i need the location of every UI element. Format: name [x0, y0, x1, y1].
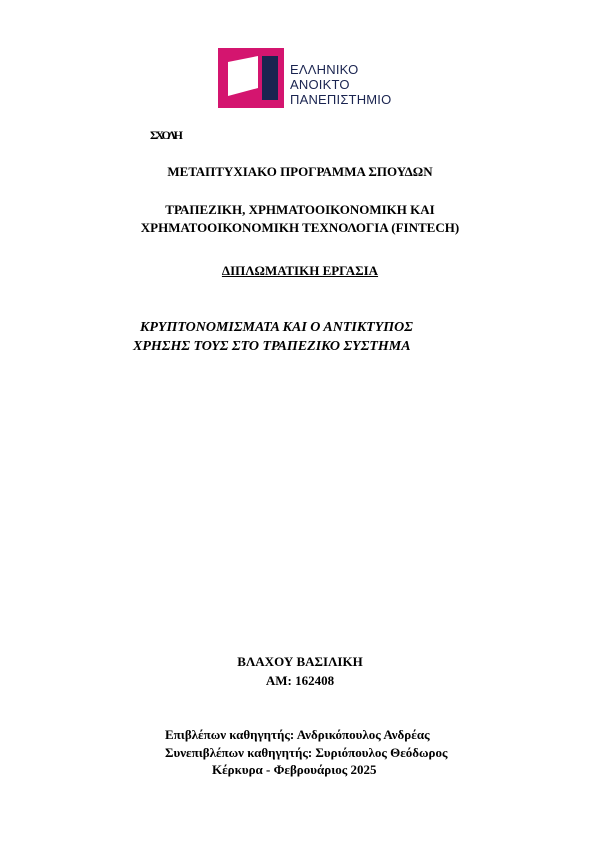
co-supervisor: Συνεπιβλέπων καθηγητής: Συριόπουλος Θεόδωρος — [165, 745, 448, 760]
logo-line-1: ΕΛΛΗΝΙΚΟ — [290, 62, 359, 77]
logo-mark-icon — [218, 48, 284, 108]
program-title: ΜΕΤΑΠΤΥΧΙΑΚΟ ΠΡΟΓΡΑΜΜΑ ΣΠΟΥΔΩΝ — [167, 164, 433, 179]
field-line-1: ΤΡΑΠΕΖΙΚΗ, ΧΡΗΜΑΤΟΟΙΚΟΝΟΜΙΚΗ ΚΑΙ — [165, 202, 435, 217]
supervisor: Επιβλέπων καθηγητής: Ανδρικόπουλος Ανδρέας — [165, 727, 430, 742]
university-logo — [218, 48, 408, 110]
thesis-type: ΔΙΠΛΩΜΑΤΙΚΗ ΕΡΓΑΣΙΑ — [221, 263, 379, 278]
school-label: ΣΧΟΛΗ — [150, 128, 181, 142]
field-line-2: ΧΡΗΜΑΤΟΟΙΚΟΝΟΜΙΚΗ ΤΕΧΝΟΛΟΓΙΑ (FINTECH) — [140, 220, 460, 235]
logo-line-3: ΠΑΝΕΠΙΣΤΗΜΙΟ — [290, 92, 392, 107]
thesis-title-line-1: ΚΡΥΠΤΟΝΟΜΙΣΜΑΤΑ ΚΑΙ Ο ΑΝΤΙΚΤΥΠΟΣ — [140, 320, 413, 335]
place-date: Κέρκυρα - Φεβρουάριος 2025 — [212, 762, 377, 777]
author-name: ΒΛΑΧΟΥ ΒΑΣΙΛΙΚΗ — [237, 654, 363, 669]
logo-line-2: ΑΝΟΙΚΤΟ — [290, 77, 350, 92]
thesis-title-line-2: ΧΡΗΣΗΣ ΤΟΥΣ ΣΤΟ ΤΡΑΠΕΖΙΚΟ ΣΥΣΤΗΜΑ — [133, 339, 411, 354]
author-id: ΑΜ: 162408 — [265, 673, 335, 688]
